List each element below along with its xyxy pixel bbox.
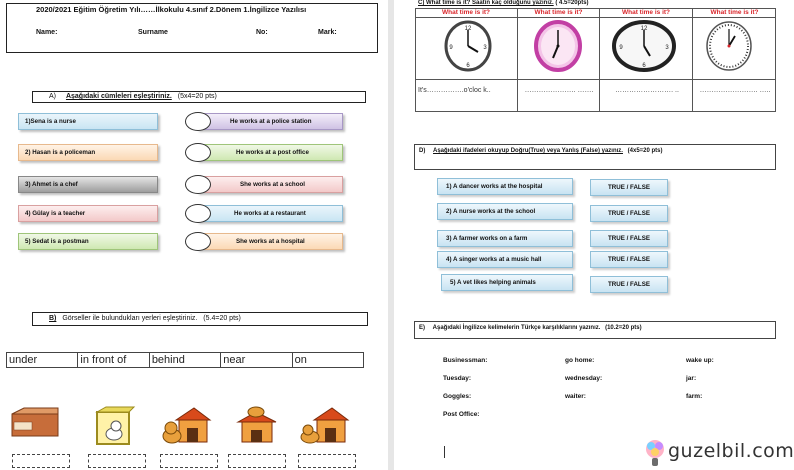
- vocab-tuesday: Tuesday:: [443, 375, 472, 382]
- section-e-points: (10.2=20 pts): [605, 325, 642, 331]
- answer-box[interactable]: [160, 454, 218, 468]
- table-divider: [517, 8, 518, 112]
- answer-box[interactable]: [298, 454, 356, 468]
- word-in-front-of: in front of: [78, 353, 149, 367]
- clock-answer-3[interactable]: ……………………. ..: [615, 87, 679, 94]
- sentence-right-5: She works at a hospital: [197, 233, 343, 250]
- statement-4: 4) A singer works at a music hall: [437, 251, 573, 268]
- section-a-letter: A): [49, 93, 56, 100]
- section-b-points: (5.4=20 pts): [203, 315, 241, 322]
- sentence-left-5: 5) Sedat is a postman: [18, 233, 158, 250]
- dog-on-house-picture: [234, 406, 280, 446]
- clock-icon: [611, 20, 677, 72]
- table-divider: [415, 79, 776, 80]
- table-divider: [692, 8, 693, 112]
- match-circle[interactable]: [185, 204, 211, 223]
- sentence-left-1: 1)Sena is a nurse: [18, 113, 158, 130]
- table-divider: [599, 8, 600, 112]
- true-false-answer[interactable]: TRUE / FALSE: [590, 179, 668, 196]
- mark-field-label: Mark:: [318, 29, 337, 36]
- section-c-points: ( 4.5=20pts): [555, 0, 589, 6]
- vocab-goggles: Goggles:: [443, 393, 472, 400]
- svg-text:6: 6: [466, 63, 470, 69]
- clock-answer-4[interactable]: ……………………. …..: [699, 87, 771, 94]
- exam-title: 2020/2021 Eğitim Öğretim Yılı……İlkokulu 4.sınıf 2.Dönem 1.İngilizce Yazılısı: [36, 5, 307, 14]
- section-d-heading: [414, 144, 776, 170]
- sentence-left-2: 2) Hasan is a policeman: [18, 144, 158, 161]
- section-c-title-text: C) What time is it? Saatin kaç olduğunu yazınız.: [418, 0, 554, 6]
- match-circle[interactable]: [185, 232, 211, 251]
- clock-icon: [533, 20, 583, 72]
- section-d-points: (4x5=20 pts): [627, 148, 663, 154]
- section-d-letter: D): [419, 148, 426, 154]
- site-logo-text[interactable]: guzelbil.com: [668, 440, 794, 462]
- sentence-left-4: 4) Gülay is a teacher: [18, 205, 158, 222]
- svg-text:3: 3: [665, 45, 669, 51]
- vocab-farm: farm:: [686, 393, 703, 400]
- clock-header-4: What time is it?: [710, 9, 759, 16]
- vocab-wednesday: wednesday:: [565, 375, 603, 382]
- vocab-post-office: Post Office:: [443, 411, 480, 418]
- table-divider: [415, 17, 776, 18]
- true-false-answer[interactable]: TRUE / FALSE: [590, 276, 668, 293]
- page-divider: [388, 0, 394, 470]
- section-b-heading: [32, 312, 368, 326]
- word-near: near: [221, 353, 292, 367]
- word-on: on: [294, 354, 307, 366]
- sentence-right-1: He works at a police station: [197, 113, 343, 130]
- sentence-right-4: He works at a restaurant: [197, 205, 343, 222]
- dog-near-house-picture: [300, 406, 350, 446]
- sentence-left-3: 3) Ahmet is a chef: [18, 176, 158, 193]
- preposition-word-bank: [6, 352, 364, 368]
- sentence-right-2: He works at a post office: [197, 144, 343, 161]
- statement-1: 1) A dancer works at the hospital: [437, 178, 573, 195]
- statement-5: 5) A vet likes helping animals: [441, 274, 573, 291]
- section-a-title: Aşağıdaki cümleleri eşleştiriniz.: [65, 93, 172, 100]
- section-d-title: Aşağıdaki ifadeleri okuyup Doğru(True) veya Yanlış (False) yazınız.: [433, 148, 623, 154]
- vocab-go-home: go home:: [565, 357, 595, 364]
- vocab-businessman: Businessman:: [443, 357, 488, 364]
- section-a-points: (5x4=20 pts): [177, 93, 217, 100]
- answer-box[interactable]: [12, 454, 70, 468]
- svg-text:6: 6: [642, 63, 646, 69]
- vocab-jar: jar:: [686, 375, 697, 382]
- word-behind: behind: [150, 353, 221, 367]
- true-false-answer[interactable]: TRUE / FALSE: [590, 205, 668, 222]
- svg-text:12: 12: [640, 26, 648, 32]
- svg-text:12: 12: [464, 26, 472, 32]
- answer-box[interactable]: [228, 454, 286, 468]
- section-e-heading: [414, 321, 776, 339]
- surname-field-label: Surname: [138, 29, 168, 36]
- answer-box[interactable]: [88, 454, 146, 468]
- clock-answer-1[interactable]: It's…………….o'cloc k..: [418, 87, 491, 94]
- section-e-title: Aşağıdaki İngilizce kelimelerin Türkçe karşılıklarını yazınız.: [432, 325, 601, 331]
- word-under: under: [7, 353, 78, 367]
- true-false-answer[interactable]: TRUE / FALSE: [590, 251, 668, 268]
- box-picture: [10, 408, 62, 438]
- dog-behind-house-picture: [162, 406, 212, 446]
- match-circle[interactable]: [185, 143, 211, 162]
- match-circle[interactable]: [185, 175, 211, 194]
- section-c-title: [418, 0, 589, 6]
- vocab-waiter: waiter:: [565, 393, 586, 400]
- section-b-letter: B): [49, 315, 57, 322]
- dog-in-box-picture: [94, 406, 134, 446]
- text-cursor: [444, 446, 445, 458]
- vocab-wake-up: wake up:: [686, 357, 714, 364]
- clock-icon: [444, 20, 492, 72]
- clock-icon: [704, 20, 754, 72]
- statement-3: 3) A farmer works on a farm: [437, 230, 573, 247]
- svg-text:9: 9: [449, 45, 453, 51]
- clock-header-3: What time is it?: [621, 9, 671, 16]
- clock-header-1: What time is it?: [441, 9, 491, 16]
- svg-text:9: 9: [619, 45, 623, 51]
- match-circle[interactable]: [185, 112, 211, 131]
- sentence-right-3: She works at a school: [197, 176, 343, 193]
- svg-text:3: 3: [483, 45, 487, 51]
- brain-logo-icon: [642, 438, 668, 468]
- clock-header-2: What time is it?: [534, 9, 583, 16]
- section-b-title: Görseller ile bulundukları yerleri eşleştiriniz.: [62, 315, 198, 322]
- name-field-label: Name:: [36, 29, 58, 36]
- statement-2: 2) A nurse works at the school: [437, 203, 573, 220]
- section-e-letter: E): [419, 325, 425, 331]
- true-false-answer[interactable]: TRUE / FALSE: [590, 230, 668, 247]
- section-a-heading: [32, 91, 366, 103]
- number-field-label: No:: [256, 29, 268, 36]
- clock-answer-2[interactable]: …………………. …….: [524, 87, 594, 94]
